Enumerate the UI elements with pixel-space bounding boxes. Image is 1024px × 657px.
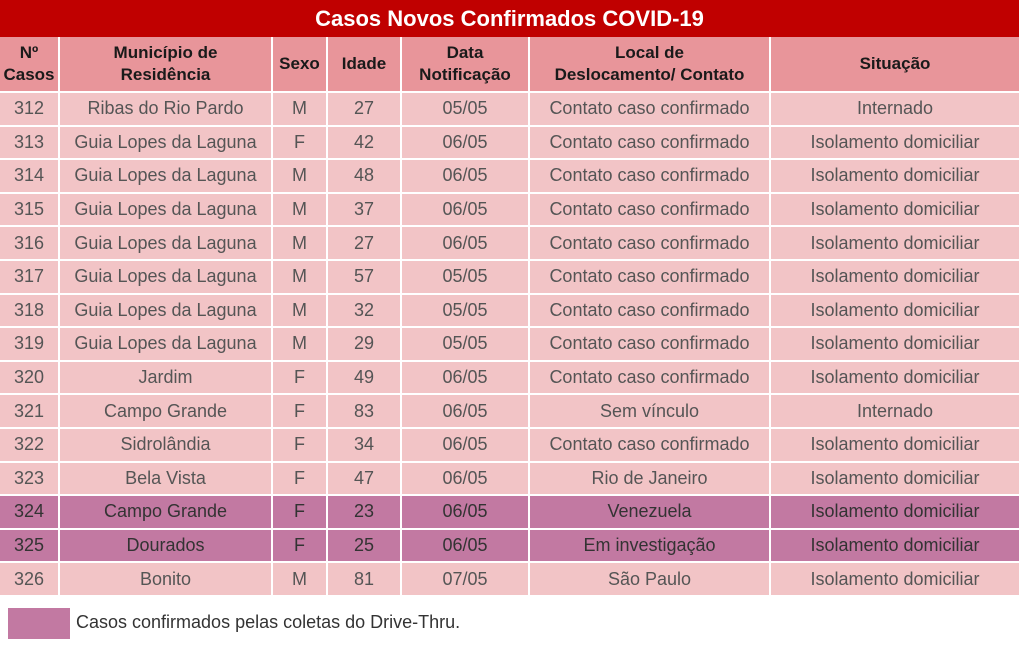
table-row bbox=[0, 227, 1019, 261]
cell-local: Contato caso confirmado bbox=[530, 328, 771, 362]
cell-num-casos: 324 bbox=[0, 496, 60, 530]
cell-situacao: Isolamento domiciliar bbox=[771, 563, 1019, 597]
cell-situacao: Isolamento domiciliar bbox=[771, 127, 1019, 161]
cell-idade: 83 bbox=[328, 395, 402, 429]
cell-num-casos: 325 bbox=[0, 530, 60, 564]
cell-data-notificacao: 05/05 bbox=[402, 328, 530, 362]
header-municipio: Município de Residência bbox=[60, 37, 273, 93]
cell-sexo: F bbox=[273, 362, 328, 396]
cell-sexo: F bbox=[273, 496, 328, 530]
cell-sexo: M bbox=[273, 295, 328, 329]
cell-local: São Paulo bbox=[530, 563, 771, 597]
cell-data-notificacao: 06/05 bbox=[402, 463, 530, 497]
table-title: Casos Novos Confirmados COVID-19 bbox=[0, 0, 1019, 37]
cell-num-casos: 323 bbox=[0, 463, 60, 497]
cell-idade: 81 bbox=[328, 563, 402, 597]
table-row bbox=[0, 261, 1019, 295]
cell-municipio: Campo Grande bbox=[60, 395, 273, 429]
header-situacao: Situação bbox=[771, 37, 1019, 93]
cell-sexo: F bbox=[273, 530, 328, 564]
table-row bbox=[0, 160, 1019, 194]
cell-data-notificacao: 05/05 bbox=[402, 261, 530, 295]
cell-local: Contato caso confirmado bbox=[530, 127, 771, 161]
table-row bbox=[0, 463, 1019, 497]
cell-situacao: Isolamento domiciliar bbox=[771, 227, 1019, 261]
cell-data-notificacao: 06/05 bbox=[402, 362, 530, 396]
cell-situacao: Isolamento domiciliar bbox=[771, 429, 1019, 463]
cell-local: Contato caso confirmado bbox=[530, 194, 771, 228]
table-row bbox=[0, 496, 1019, 530]
cell-data-notificacao: 06/05 bbox=[402, 127, 530, 161]
cell-sexo: M bbox=[273, 261, 328, 295]
cell-situacao: Isolamento domiciliar bbox=[771, 496, 1019, 530]
header-idade: Idade bbox=[328, 37, 402, 93]
cell-municipio: Guia Lopes da Laguna bbox=[60, 295, 273, 329]
cases-table bbox=[0, 37, 1019, 597]
cell-num-casos: 322 bbox=[0, 429, 60, 463]
header-sexo: Sexo bbox=[273, 37, 328, 93]
cell-num-casos: 321 bbox=[0, 395, 60, 429]
cell-num-casos: 316 bbox=[0, 227, 60, 261]
cell-sexo: F bbox=[273, 395, 328, 429]
cell-idade: 23 bbox=[328, 496, 402, 530]
cell-situacao: Isolamento domiciliar bbox=[771, 295, 1019, 329]
cell-municipio: Guia Lopes da Laguna bbox=[60, 160, 273, 194]
header-num-casos: Nº Casos bbox=[0, 37, 60, 93]
legend-swatch bbox=[8, 608, 70, 639]
cell-sexo: F bbox=[273, 127, 328, 161]
cell-sexo: F bbox=[273, 429, 328, 463]
table-row bbox=[0, 127, 1019, 161]
cell-local: Contato caso confirmado bbox=[530, 429, 771, 463]
table-row bbox=[0, 429, 1019, 463]
cell-idade: 34 bbox=[328, 429, 402, 463]
cell-situacao: Isolamento domiciliar bbox=[771, 160, 1019, 194]
cell-num-casos: 318 bbox=[0, 295, 60, 329]
cell-idade: 57 bbox=[328, 261, 402, 295]
cell-sexo: M bbox=[273, 563, 328, 597]
cell-data-notificacao: 06/05 bbox=[402, 160, 530, 194]
cell-situacao: Isolamento domiciliar bbox=[771, 362, 1019, 396]
cell-data-notificacao: 05/05 bbox=[402, 93, 530, 127]
cell-local: Contato caso confirmado bbox=[530, 93, 771, 127]
cell-municipio: Sidrolândia bbox=[60, 429, 273, 463]
cell-municipio: Guia Lopes da Laguna bbox=[60, 127, 273, 161]
cell-situacao: Isolamento domiciliar bbox=[771, 194, 1019, 228]
cell-data-notificacao: 06/05 bbox=[402, 227, 530, 261]
cell-sexo: M bbox=[273, 227, 328, 261]
cell-sexo: M bbox=[273, 194, 328, 228]
cell-data-notificacao: 06/05 bbox=[402, 496, 530, 530]
cell-local: Venezuela bbox=[530, 496, 771, 530]
cell-idade: 42 bbox=[328, 127, 402, 161]
cell-idade: 32 bbox=[328, 295, 402, 329]
table-row bbox=[0, 563, 1019, 597]
cell-data-notificacao: 06/05 bbox=[402, 395, 530, 429]
cell-num-casos: 319 bbox=[0, 328, 60, 362]
cell-sexo: M bbox=[273, 93, 328, 127]
cell-municipio: Jardim bbox=[60, 362, 273, 396]
header-local: Local de Deslocamento/ Contato bbox=[530, 37, 771, 93]
cell-situacao: Isolamento domiciliar bbox=[771, 261, 1019, 295]
cell-municipio: Guia Lopes da Laguna bbox=[60, 227, 273, 261]
cell-sexo: M bbox=[273, 328, 328, 362]
cell-local: Contato caso confirmado bbox=[530, 261, 771, 295]
cell-idade: 27 bbox=[328, 93, 402, 127]
cell-num-casos: 320 bbox=[0, 362, 60, 396]
cell-idade: 47 bbox=[328, 463, 402, 497]
cell-data-notificacao: 06/05 bbox=[402, 194, 530, 228]
table-row bbox=[0, 194, 1019, 228]
cell-municipio: Guia Lopes da Laguna bbox=[60, 194, 273, 228]
cell-data-notificacao: 05/05 bbox=[402, 295, 530, 329]
cell-num-casos: 317 bbox=[0, 261, 60, 295]
table-row bbox=[0, 93, 1019, 127]
cell-local: Contato caso confirmado bbox=[530, 160, 771, 194]
cell-local: Contato caso confirmado bbox=[530, 362, 771, 396]
cell-idade: 27 bbox=[328, 227, 402, 261]
cell-local: Contato caso confirmado bbox=[530, 227, 771, 261]
table-row bbox=[0, 530, 1019, 564]
cell-num-casos: 314 bbox=[0, 160, 60, 194]
cell-municipio: Campo Grande bbox=[60, 496, 273, 530]
cell-local: Rio de Janeiro bbox=[530, 463, 771, 497]
cell-local: Em investigação bbox=[530, 530, 771, 564]
cell-municipio: Ribas do Rio Pardo bbox=[60, 93, 273, 127]
cell-local: Sem vínculo bbox=[530, 395, 771, 429]
cell-num-casos: 315 bbox=[0, 194, 60, 228]
cell-situacao: Isolamento domiciliar bbox=[771, 530, 1019, 564]
cell-municipio: Dourados bbox=[60, 530, 273, 564]
cell-sexo: M bbox=[273, 160, 328, 194]
cell-situacao: Isolamento domiciliar bbox=[771, 463, 1019, 497]
cell-municipio: Bonito bbox=[60, 563, 273, 597]
table-row bbox=[0, 295, 1019, 329]
cell-situacao: Internado bbox=[771, 395, 1019, 429]
cell-situacao: Isolamento domiciliar bbox=[771, 328, 1019, 362]
cell-num-casos: 326 bbox=[0, 563, 60, 597]
cell-idade: 48 bbox=[328, 160, 402, 194]
cell-sexo: F bbox=[273, 463, 328, 497]
cell-num-casos: 313 bbox=[0, 127, 60, 161]
cell-num-casos: 312 bbox=[0, 93, 60, 127]
cell-local: Contato caso confirmado bbox=[530, 295, 771, 329]
cell-data-notificacao: 06/05 bbox=[402, 429, 530, 463]
cell-idade: 29 bbox=[328, 328, 402, 362]
legend-text: Casos confirmados pelas coletas do Drive-Thru. bbox=[76, 612, 461, 632]
cell-municipio: Bela Vista bbox=[60, 463, 273, 497]
cell-municipio: Guia Lopes da Laguna bbox=[60, 261, 273, 295]
header-row bbox=[0, 37, 1019, 93]
table-row bbox=[0, 395, 1019, 429]
cell-municipio: Guia Lopes da Laguna bbox=[60, 328, 273, 362]
table-row bbox=[0, 362, 1019, 396]
cell-situacao: Internado bbox=[771, 93, 1019, 127]
header-data-notificacao: Data Notificação bbox=[402, 37, 530, 93]
cell-data-notificacao: 07/05 bbox=[402, 563, 530, 597]
cell-idade: 37 bbox=[328, 194, 402, 228]
cell-idade: 25 bbox=[328, 530, 402, 564]
cell-data-notificacao: 06/05 bbox=[402, 530, 530, 564]
table-row bbox=[0, 328, 1019, 362]
cell-idade: 49 bbox=[328, 362, 402, 396]
